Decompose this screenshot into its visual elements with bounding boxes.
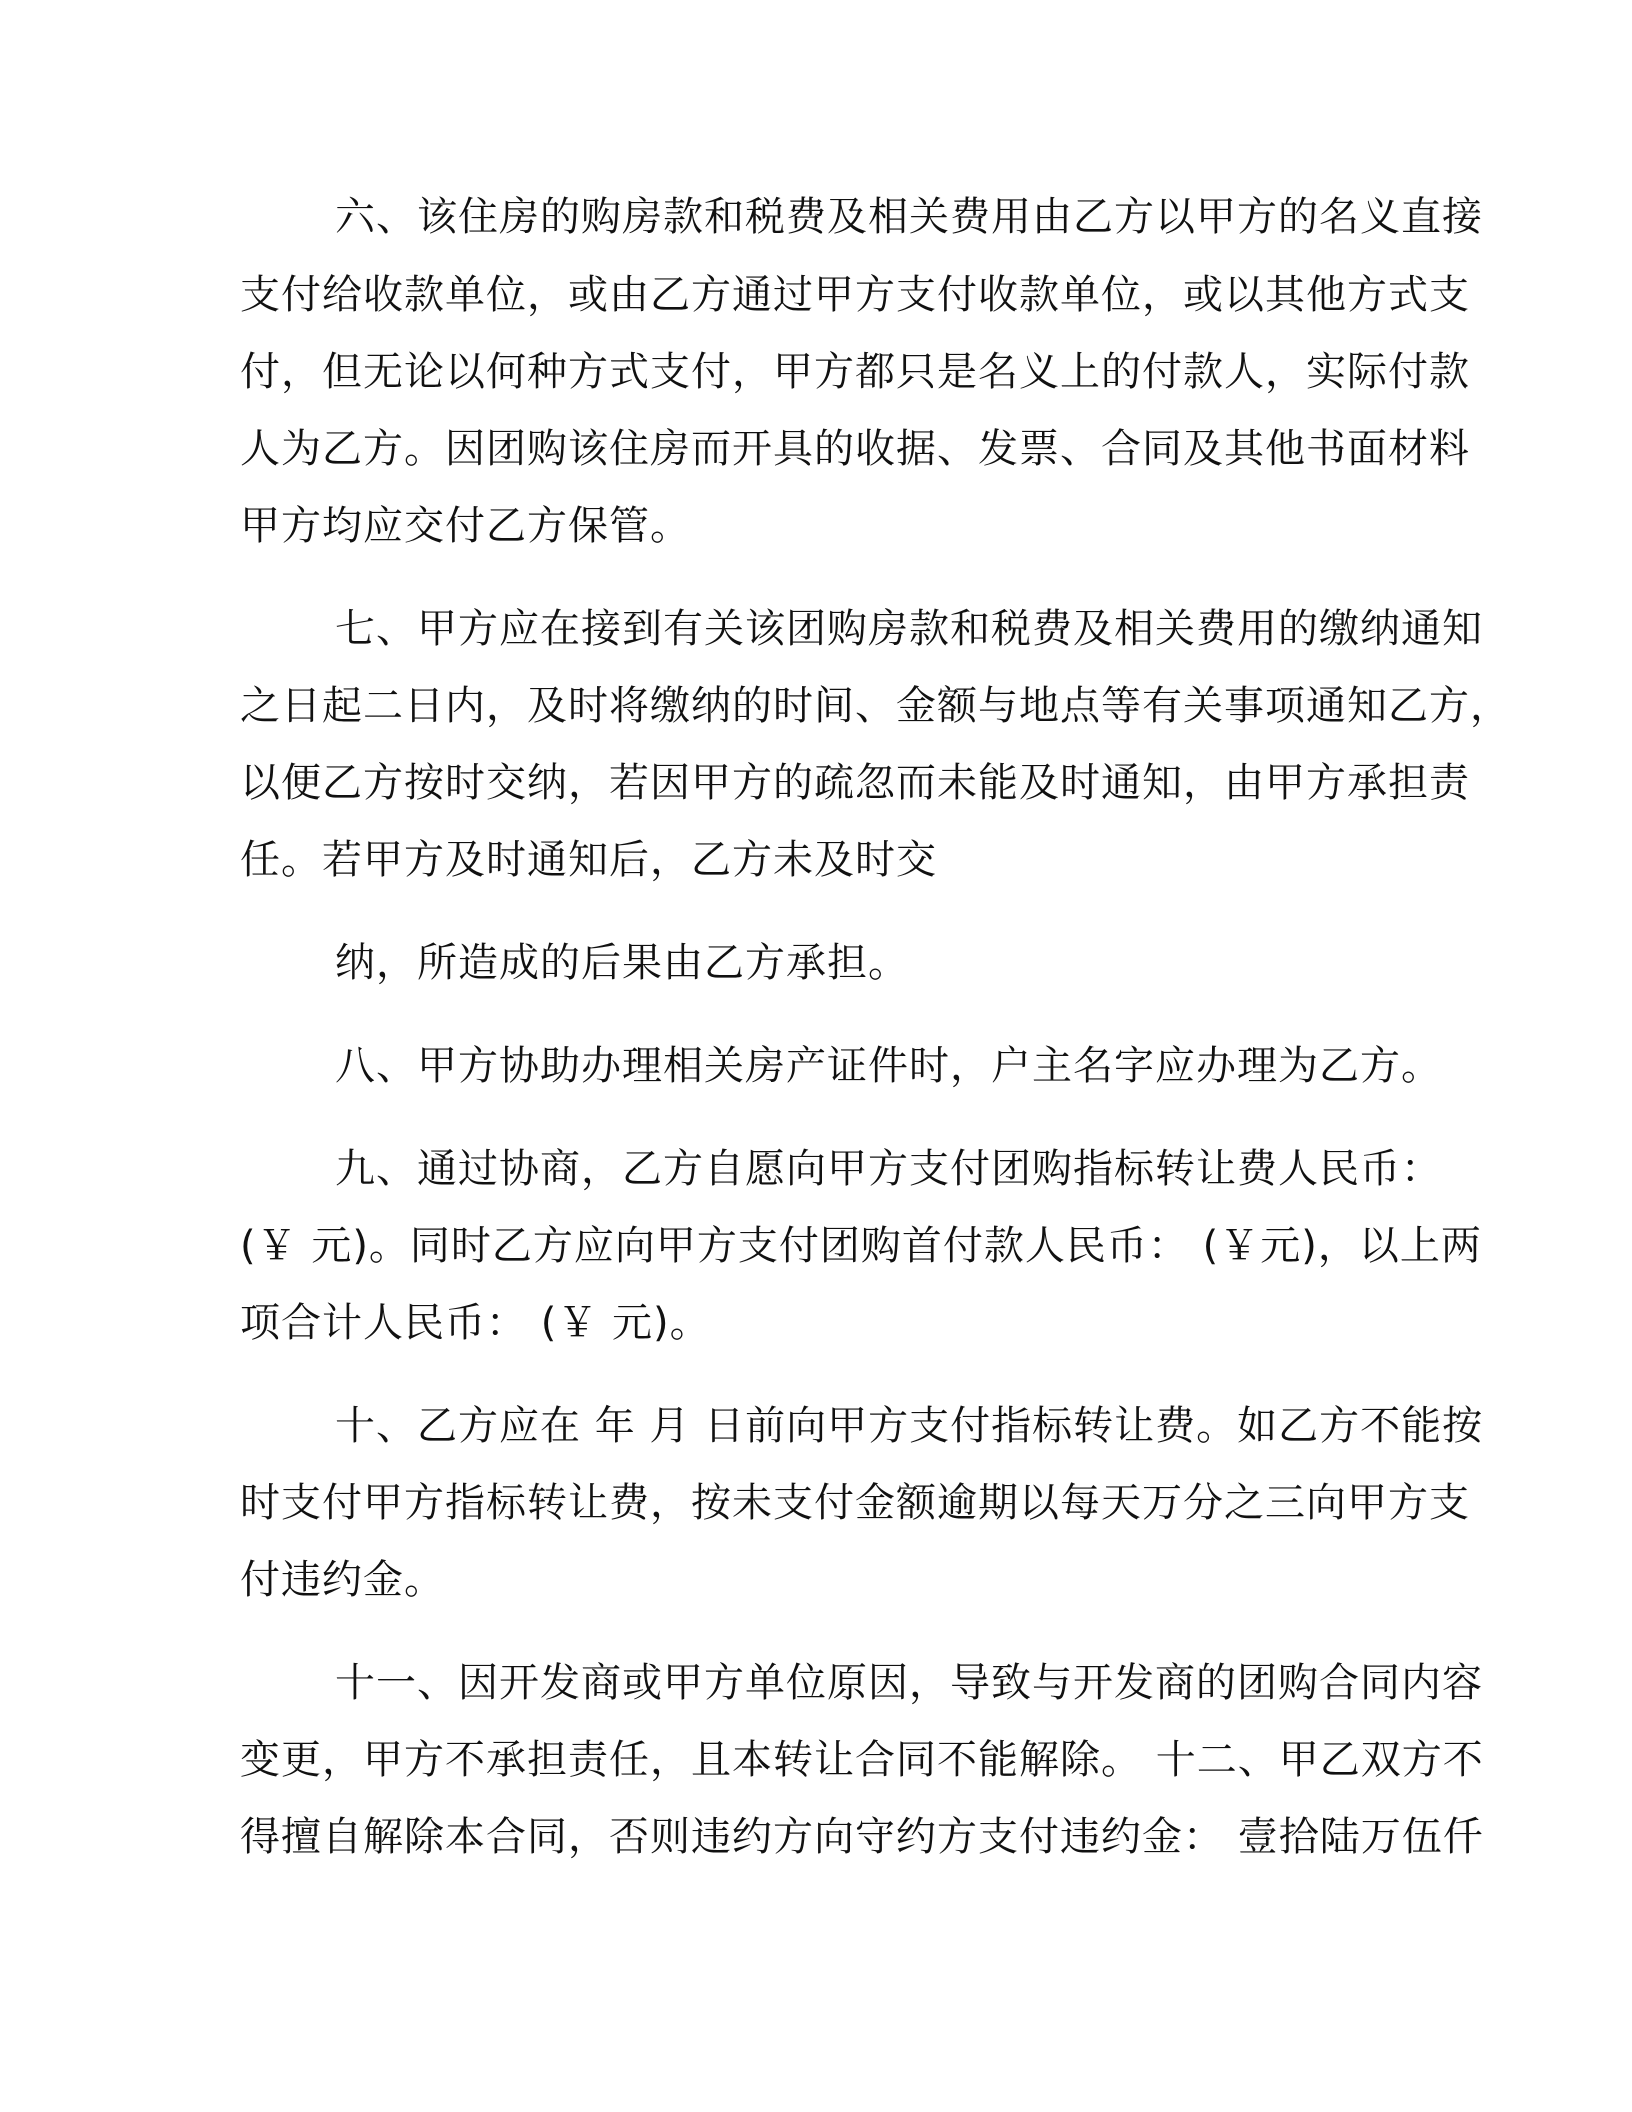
paragraph-7-line-3: 以便乙方按时交纳，若因甲方的疏忽而未能及时通知，由甲方承担责 [240, 760, 1470, 806]
paragraph-10-line-3: 付违约金。 [240, 1557, 445, 1603]
paragraph-10-line-2: 时支付甲方指标转让费，按未支付金额逾期以每天万分之三向甲方支 [240, 1480, 1470, 1526]
paragraph-7-line-5: 纳，所造成的后果由乙方承担。 [335, 940, 909, 986]
paragraph-7-line-4: 任。若甲方及时通知后，乙方未及时交 [240, 837, 937, 883]
paragraph-9-line-3: 项合计人民币： (￥ 元)。 [240, 1300, 711, 1346]
paragraph-11-line-2: 变更，甲方不承担责任，且本转让合同不能解除。 十二、甲乙双方不 [240, 1737, 1484, 1783]
paragraph-9-line-1: 九、通过协商，乙方自愿向甲方支付团购指标转让费人民币： [335, 1146, 1442, 1192]
paragraph-9-line-2: (￥ 元)。同时乙方应向甲方支付团购首付款人民币： (￥元)，以上两 [240, 1223, 1482, 1269]
paragraph-6-line-1: 六、该住房的购房款和税费及相关费用由乙方以甲方的名义直接 [335, 194, 1483, 240]
paragraph-7-line-2: 之日起二日内，及时将缴纳的时间、金额与地点等有关事项通知乙方， [240, 683, 1511, 729]
paragraph-7-line-1: 七、甲方应在接到有关该团购房款和税费及相关费用的缴纳通知 [335, 606, 1483, 652]
paragraph-10-line-1: 十、乙方应在 年 月 日前向甲方支付指标转让费。如乙方不能按 [335, 1403, 1484, 1449]
paragraph-11-line-1: 十一、因开发商或甲方单位原因，导致与开发商的团购合同内容 [335, 1660, 1483, 1706]
paragraph-11-line-3: 得擅自解除本合同，否则违约方向守约方支付违约金： 壹拾陆万伍仟 [240, 1814, 1484, 1860]
paragraph-6-line-2: 支付给收款单位，或由乙方通过甲方支付收款单位，或以其他方式支 [240, 272, 1470, 318]
paragraph-8-line-1: 八、甲方协助办理相关房产证件时，户主名字应办理为乙方。 [335, 1043, 1442, 1089]
paragraph-6-line-5: 甲方均应交付乙方保管。 [240, 503, 691, 549]
paragraph-6-line-3: 付，但无论以何种方式支付，甲方都只是名义上的付款人，实际付款 [240, 349, 1470, 395]
paragraph-6-line-4: 人为乙方。因团购该住房而开具的收据、发票、合同及其他书面材料 [240, 426, 1470, 472]
